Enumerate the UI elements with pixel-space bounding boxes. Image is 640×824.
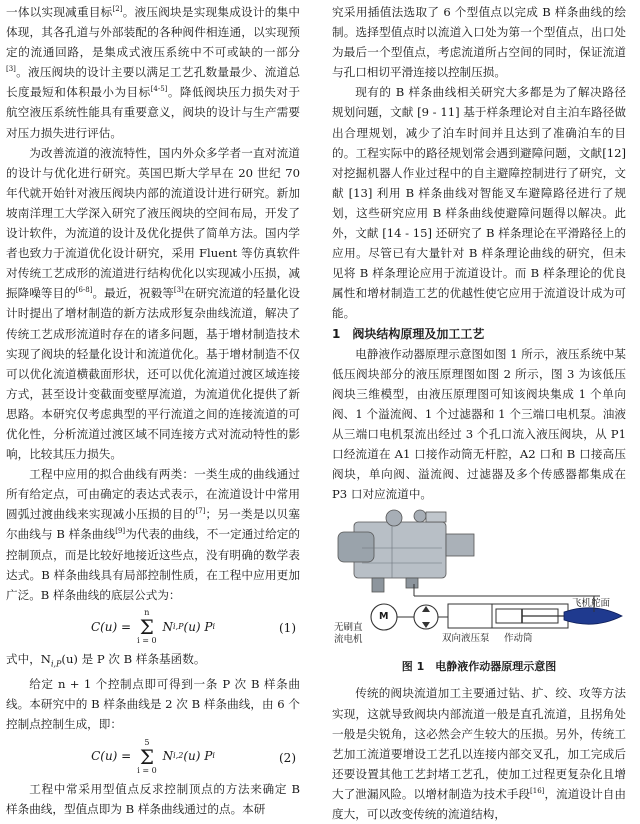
citation: [3] — [6, 65, 16, 74]
right-paragraph-bspline: 现有的 B 样条曲线相关研究大多都是为了解决路径规划问题，文献 [9 - 11] 基于样条理论对自主泊车路径做出合理规划，减少了泊车时间并且达到了准确泊车的目的。工程实际中的路径规划常会遇到避障问题，文献[12]对挖掘机器人作业过程中的自主避障控制进行了研究，文献 [13] 利用 B 样条曲线对智能叉车避障路径进行了规划，这些研究应用 B 样条曲线使避障问题得以解决。此外，文献 [14 - 15] 还研究了 B 样条理论在平滑路径上的应用。尽管已有大量针对 B 样条理论曲线的研究，但未见将 B 样条理论应用于流道设计。而 B 样条理论的优良属性和增材制造工艺的优越性使它应用于流道设计成为可能。 — [332, 85, 626, 321]
citation: [4-5] — [150, 85, 168, 94]
left-column — [6, 2, 300, 819]
right-paragraph-continued: 究采用插值法选取了 6 个型值点以完成 B 样条曲线的绘制。选择型值点时以流道入口处为第一个型值点，出口处为最后一个型值点，考虑流道所占空间的同时，保证流道与孔口相切平滑连接以控制压损。 — [332, 5, 626, 80]
right-paragraph-machining: 传统的阀块流道加工主要通过钻、扩、绞、攻等方法实现，这就导致阀块内部流道一般是直孔流道，且拐角处一般是尖锐角，这必然会产生较大的压损。另外，传统工艺加工流道要增设工艺孔以连接内部交叉孔，加工完成后还要设置其他工艺封堵工艺孔，使加工过程更复杂化且增大了泄漏风险。以增材制造为技术手段[16]，流道设计自由度大，可以改变传统的流道结构， — [332, 686, 626, 821]
motor-symbol-label: M — [379, 611, 389, 623]
right-paragraph-principle: 电静液作动器原理示意图如图 1 所示，液压系统中某低压阀块部分的液压原理图如图 2 所示，图 3 为该低压阀块三维模型，由液压原理图可知该阀块集成 1 个单向阀、1 个溢流阀、1 个过滤器和 1 个三端口电机泵。油液从三端口电机泵流出经过 3 个孔口流入液压阀块，从 P1 口经流道在 A1 口接作动筒无杆腔，A2 口和 B 口接高压阀块，单向阀、溢流阀、过滤器及多个传感器都集成在 P3 口对应流道中。 — [332, 346, 626, 502]
motor-label: 无刷直 流电机 — [334, 622, 363, 646]
citation: [6-8] — [75, 286, 93, 295]
left-paragraph-curves: 工程中应用的拟合曲线有两类：一类生成的曲线通过所有给定点，可由确定的表达式表示，在流道设计中常用圆弧过渡曲线来实现减小压损的目的[7]；另一类是以贝塞尔曲线与 B 样条曲线[9]为代表的曲线，不一定通过给定的控制顶点，而是比较好地接近这些点，没有明确的数学表达式。B 样条曲线具有局部控制性质，在工程中应用更加广泛。B 样条曲线的底层公式为： — [6, 467, 300, 602]
left-paragraph-research: 为改善流道的液流特性，国内外众多学者一直对流道的设计与优化进行研究。英国巴斯大学早在 20 世纪 70 年代就开始针对液压阀块内部的流道设计进行研究。新加坡南洋理工大学深入研究了液压阀块的空间布局，开发了设计软件，为流道的设计及优化提供了简单方法。国内学者也致力于流道优化设计研究，采用 Fluent 等仿真软件对传统工艺成形的流道进行结构优化以实现减小压损，减振降噪等目的[6-8]。最近，祝毅等[3]在研究流道的轻量化设计时提出了增材制造的新方法成形复杂曲线流道，解决了传统工艺成形流道时存在的诸多问题，基于增材制造技术实现了阀块的轻量化设计和流道优化。基于增材制造不仅可以优化流道横截面形状，还可以优化流道过渡区域连接方式，甚至设计变截面变壁厚流道，为流道优化提供了新思路。本研究仅考虑典型的平行流道之间的连接流道的可优化性，分析流道过渡区域不同连接方式对流动特性的影响，比较其压力损失。 — [6, 145, 300, 462]
left-paragraph-given: 给定 n + 1 个控制点即可得到一条 P 次 B 样条曲线。本研究中的 B 样条曲线是 2 次 B 样条曲线，由 6 个控制点控制生成，即： — [6, 677, 300, 732]
left-paragraph-where: 式中，$N_{i,P}(u)$ 是 P 次 B 样条基函数。 — [6, 651, 206, 669]
equation-number: (2) — [279, 750, 296, 765]
citation: [2] — [112, 5, 123, 14]
pump-label: 双向液压泵 — [442, 633, 490, 645]
equation-number: (1) — [279, 620, 296, 635]
citation: [9] — [115, 527, 126, 536]
citation: [7] — [195, 507, 206, 516]
control-surface-label: 飞机舵面 — [572, 598, 611, 610]
actuator-label: 作动筒 — [504, 633, 533, 645]
eha-schematic — [332, 508, 626, 647]
right-column — [332, 2, 626, 824]
equation-2: C(u) = 5 Σ i = 0 N i,2 (u) P i (2) — [91, 737, 296, 775]
citation: [16] — [530, 787, 545, 796]
figure-caption: 图 1 电静液作动器原理示意图 — [401, 660, 557, 674]
left-paragraph-engineering: 工程中常采用型值点反求控制顶点的方法来确定 B 样条曲线，型值点即为 B 样条曲线通过的点。本研 — [6, 781, 300, 816]
citation: [3] — [173, 286, 184, 295]
figure-1 — [332, 508, 626, 647]
left-paragraph-continued: 一体以实现减重目标[2]。液压阀块是实现集成设计的集中体现，其各孔道与外部装配的各种阀件相连通，以实现预定的流通回路，是集成式液压系统中不可或缺的一部分[3]。液压阀块的设计主要以满足工艺孔数量最少、流道总长度最短和体积最小为目标[4-5]。降低阀块压力损失对于航空液压系统性能具有重要意义，阀块的设计与生产需要对压力损失进行评估。 — [6, 5, 300, 140]
section-heading: 1 阀块结构原理及加工工艺 — [332, 326, 485, 341]
valve-block-illustration — [338, 510, 474, 592]
equation-1: C(u) = n Σ i = 0 N i,P (u) P i (1) — [90, 607, 296, 645]
